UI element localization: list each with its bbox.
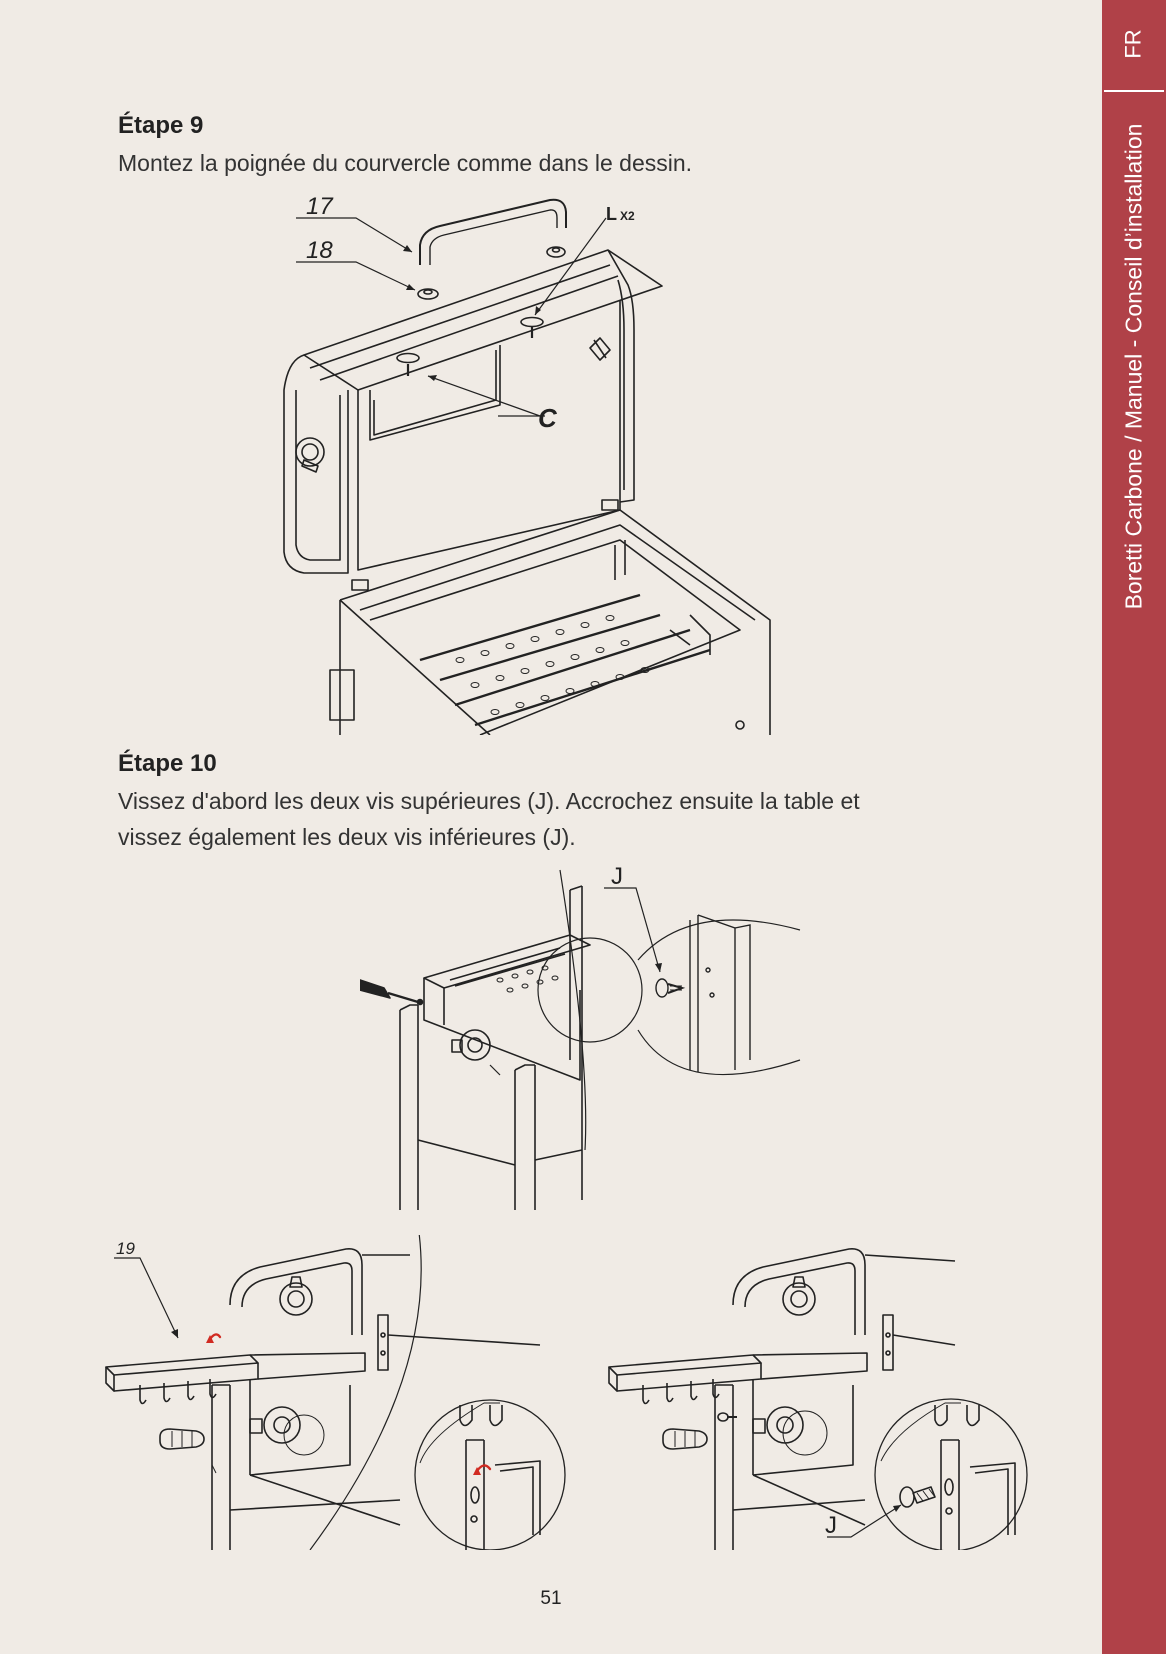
side-divider [1104,90,1164,92]
label-part17: 17 [306,193,333,220]
step9-heading: Étape 9 [118,112,204,139]
step9-drawing [270,190,830,735]
label-screw-l: L [606,204,617,224]
label-part18: 18 [306,237,333,264]
label-part19: 19 [116,1239,135,1258]
document-title: Boretti Carbone / Manuel - Conseil d’installation [1120,123,1147,609]
step10-upper-drawing [360,860,830,1210]
step10-lower-left-drawing [100,1235,600,1550]
language-tab: FR [1120,29,1146,59]
step10-lower-right-drawing [605,1235,1085,1550]
step10-lower-right-illustration [605,1235,1085,1550]
page-number: 51 [540,1588,562,1609]
step10-upper-illustration [360,860,830,1210]
step9-illustration [270,190,830,735]
step10-lower-left-illustration [100,1235,600,1550]
label-screw-l-qty: X2 [620,209,635,223]
label-part-c: C [538,403,557,433]
step9-text: Montez la poignée du courvercle comme dans le dessin. [118,150,693,176]
step10-heading: Étape 10 [118,750,217,777]
step10-text-line2: vissez également les deux vis inférieures (J). [118,824,576,850]
step10-text-line1: Vissez d'abord les deux vis supérieures (J). Accrochez ensuite la table et [118,788,860,814]
label-screw-j-top: J [611,863,623,890]
label-screw-j-bottom: J [825,1512,837,1539]
